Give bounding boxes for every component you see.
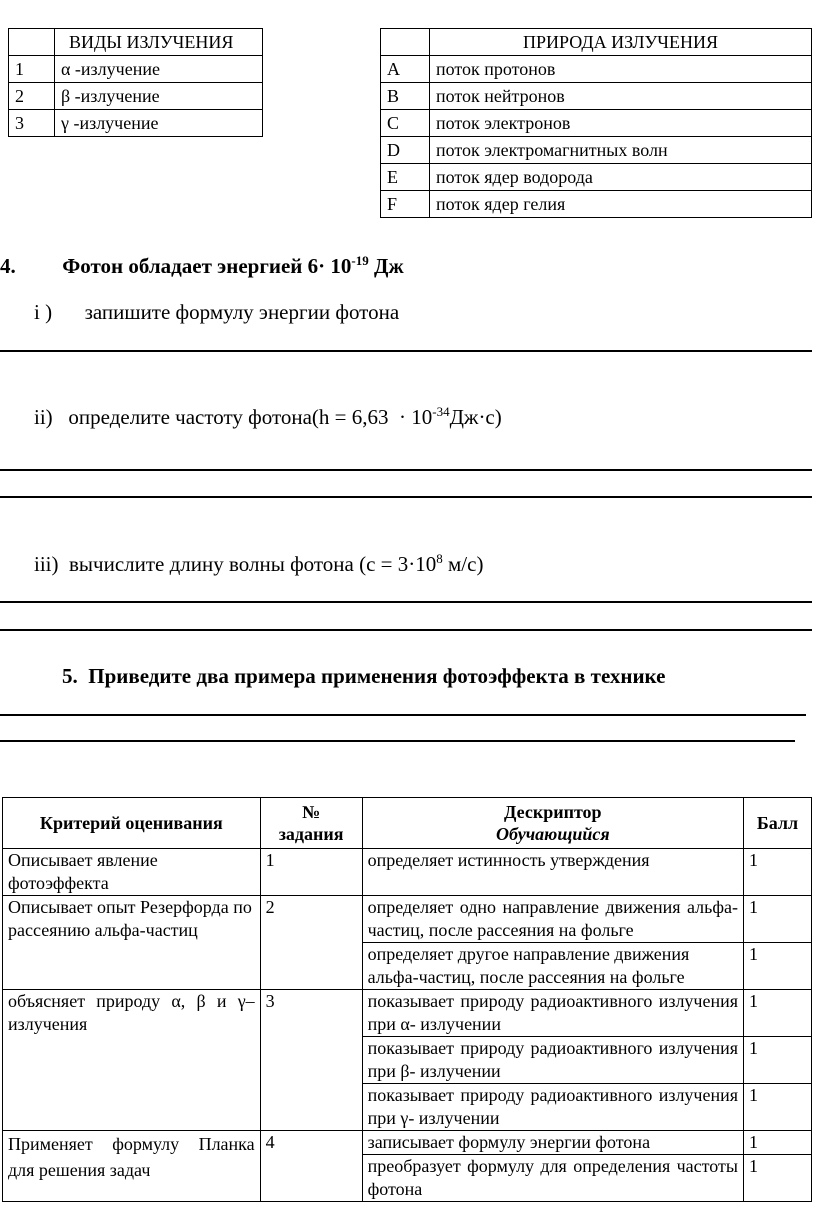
row-letter: D [381, 137, 430, 164]
criterion-cell: Применяет формулу Планка для решения задач [3, 1131, 261, 1202]
row-number: 3 [9, 110, 55, 137]
question-4-i-text: запишите формулу энергии фотона [84, 300, 400, 324]
table-row [3, 1131, 812, 1155]
question-4-ii [34, 404, 502, 430]
question-4-iii-unit: м/с) [442, 552, 484, 576]
question-4-ii-unit: Дж·с) [449, 405, 502, 429]
descriptor-header-line1: Дескриптор [504, 802, 602, 822]
question-4-ii-text: ii) определите частоту фотона(h = 6,63 · 10 [34, 405, 433, 429]
radiation-nature: поток электронов [430, 110, 812, 137]
answer-line[interactable] [0, 601, 812, 603]
row-letter: F [381, 191, 430, 218]
answer-line[interactable] [0, 350, 812, 352]
question-4-unit: Дж [368, 254, 404, 278]
score-cell: 1 [744, 1155, 812, 1202]
row-number: 2 [9, 83, 55, 110]
radiation-types-table [8, 28, 263, 137]
table-row [381, 191, 812, 218]
radiation-type: α -излучение [55, 56, 263, 83]
task-header-line1: № [302, 802, 321, 822]
criterion-cell: Описывает явление фотоэффекта [3, 849, 261, 896]
table-row [3, 990, 812, 1037]
answer-line[interactable] [0, 629, 812, 631]
table-row [3, 849, 812, 896]
row-letter: E [381, 164, 430, 191]
task-cell: 4 [260, 1131, 362, 1202]
score-cell: 1 [744, 990, 812, 1037]
score-cell: 1 [744, 1131, 812, 1155]
question-4-exponent: -19 [351, 253, 369, 268]
types-header-row [9, 29, 263, 56]
question-4-title [0, 253, 404, 279]
descriptor-cell: показывает природу радиоактивного излучения при β- излучении [362, 1037, 743, 1084]
radiation-nature-table [380, 28, 812, 218]
assessment-criteria-table [2, 797, 812, 1202]
question-4-i [34, 300, 399, 325]
radiation-nature: поток электромагнитных волн [430, 137, 812, 164]
criterion-cell: объясняет природу α, β и γ–излучения [3, 990, 261, 1131]
descriptor-cell: записывает формулу энергии фотона [362, 1131, 743, 1155]
question-4-iii-exponent: 8 [436, 551, 443, 566]
radiation-nature: поток протонов [430, 56, 812, 83]
row-letter: B [381, 83, 430, 110]
table-row [381, 83, 812, 110]
score-cell: 1 [744, 896, 812, 943]
descriptor-cell: определяет истинность утверждения [362, 849, 743, 896]
row-letter: A [381, 56, 430, 83]
descriptor-cell: показывает природу радиоактивного излучения при α- излучении [362, 990, 743, 1037]
task-cell: 1 [260, 849, 362, 896]
table-row [381, 110, 812, 137]
table-row [381, 56, 812, 83]
nature-header-row [381, 29, 812, 56]
answer-line[interactable] [0, 469, 812, 471]
descriptor-cell: показывает природу радиоактивного излучения при γ- излучении [362, 1084, 743, 1131]
score-cell: 1 [744, 943, 812, 990]
task-cell: 3 [260, 990, 362, 1131]
descriptor-header-line2: Обучающийся [496, 824, 610, 844]
radiation-nature: поток ядер водорода [430, 164, 812, 191]
table-row [381, 164, 812, 191]
score-header: Балл [744, 798, 812, 849]
criteria-header-row [3, 798, 812, 849]
task-header [260, 798, 362, 849]
criterion-cell: Описывает опыт Резерфорда по рассеянию альфа-частиц [3, 896, 261, 990]
table-row [9, 110, 263, 137]
score-cell: 1 [744, 849, 812, 896]
question-5-title: 5. Приведите два примера применения фотоэффекта в технике [62, 664, 666, 688]
table-row [381, 137, 812, 164]
types-header-num-cell [9, 29, 55, 56]
row-number: 1 [9, 56, 55, 83]
question-4-iii-text: iii) вычислите длину волны фотона (c = 3·10 [34, 552, 437, 576]
radiation-type: γ -излучение [55, 110, 263, 137]
descriptor-header [362, 798, 743, 849]
criterion-header: Критерий оценивания [3, 798, 261, 849]
answer-line[interactable] [0, 496, 812, 498]
table-row [9, 83, 263, 110]
answer-line[interactable] [0, 714, 806, 716]
descriptor-cell: определяет одно направление движения альфа-частиц, после рассеяния на фольге [362, 896, 743, 943]
task-cell: 2 [260, 896, 362, 990]
radiation-type: β -излучение [55, 83, 263, 110]
question-4-iii [34, 551, 483, 577]
descriptor-cell: определяет другое направление движения альфа-частиц, после рассеяния на фольге [362, 943, 743, 990]
question-4-i-label: i ) [34, 300, 53, 324]
score-cell: 1 [744, 1037, 812, 1084]
score-cell: 1 [744, 1084, 812, 1131]
question-4-ii-exponent: -34 [432, 404, 450, 419]
table-row [3, 896, 812, 943]
question-4-number: 4. [0, 254, 16, 278]
table-row [9, 56, 263, 83]
question-4-text: Фотон обладает энергией 6· 10 [62, 254, 352, 278]
nature-header: ПРИРОДА ИЗЛУЧЕНИЯ [430, 29, 812, 56]
row-letter: C [381, 110, 430, 137]
task-header-line2: задания [278, 824, 344, 844]
types-header: ВИДЫ ИЗЛУЧЕНИЯ [55, 29, 263, 56]
radiation-nature: поток ядер гелия [430, 191, 812, 218]
nature-header-letter-cell [381, 29, 430, 56]
answer-line[interactable] [0, 740, 795, 742]
radiation-nature: поток нейтронов [430, 83, 812, 110]
descriptor-cell: преобразует формулу для определения частоты фотона [362, 1155, 743, 1202]
